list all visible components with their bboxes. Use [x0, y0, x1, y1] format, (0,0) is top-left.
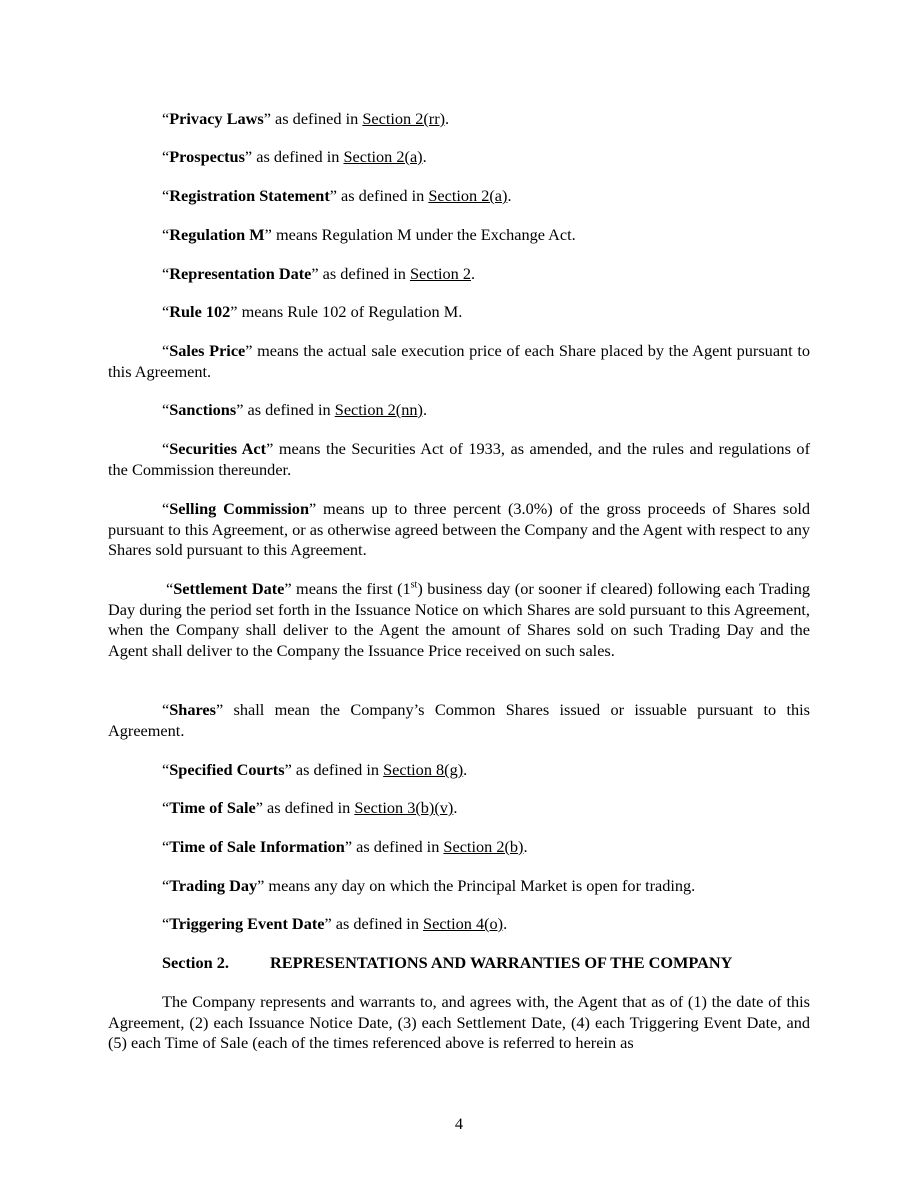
defined-term: Specified Courts: [169, 760, 285, 779]
defined-term: Trading Day: [169, 876, 258, 895]
defined-term: Triggering Event Date: [169, 914, 325, 933]
definition-registration-statement: “Registration Statement” as defined in Section 2(a).: [162, 186, 512, 205]
definition-trading-day: “Trading Day” means any day on which the Principal Market is open for trading.: [162, 876, 696, 895]
section-reference: Section 2(a): [428, 186, 508, 205]
defined-term: Securities Act: [169, 439, 267, 458]
definition-rule-102: “Rule 102” means Rule 102 of Regulation M.: [162, 302, 463, 321]
page-number: 4: [454, 1114, 464, 1133]
definition-privacy-laws: “Privacy Laws” as defined in Section 2(rr).: [162, 109, 450, 128]
defined-term: Shares: [169, 700, 216, 719]
body-paragraph: The Company represents and warrants to, and agrees with, the Agent that as of (1) the date of this Agreement, (2) each Issuance Notice Date, (3) each Settlement Date, (4) each Triggering Event Date, and (5) each Time of Sale (each of the times referenced above is referred to herein as: [108, 992, 810, 1052]
section-heading: [162, 953, 732, 974]
definition-triggering-event-date: “Triggering Event Date” as defined in Section 4(o).: [162, 914, 508, 933]
section-reference: Section 4(o): [423, 914, 504, 933]
definition-securities-act: “Securities Act” means the Securities Act of 1933, as amended, and the rules and regulations of the Commission thereunder.: [108, 439, 810, 479]
defined-term: Representation Date: [169, 264, 312, 283]
definition-selling-commission: “Selling Commission” means up to three percent (3.0%) of the gross proceeds of Shares sold pursuant to this Agreement, or as otherwise agreed between the Company and the Agent with respect to any Shares sold pursuant to this Agreement.: [108, 499, 810, 559]
section-reference: Section 2: [409, 264, 471, 283]
defined-term: Privacy Laws: [169, 109, 264, 128]
section-reference: Section 8(g): [383, 760, 464, 779]
definition-regulation-m: “Regulation M” means Regulation M under the Exchange Act.: [162, 225, 576, 244]
defined-term: Rule 102: [169, 302, 231, 321]
definition-specified-courts: “Specified Courts” as defined in Section 8(g).: [162, 760, 468, 779]
definition-sales-price: “Sales Price” means the actual sale execution price of each Share placed by the Agent pursuant to this Agreement.: [108, 341, 810, 381]
defined-term: Sanctions: [169, 400, 237, 419]
definition-sanctions: “Sanctions” as defined in Section 2(nn).: [162, 400, 428, 419]
defined-term: Registration Statement: [169, 186, 330, 205]
section-number: Section 2.: [162, 953, 229, 972]
definition-time-of-sale: “Time of Sale” as defined in Section 3(b)(v).: [162, 798, 458, 817]
section-reference: Section 2(b): [443, 837, 524, 856]
defined-term: Prospectus: [169, 147, 245, 166]
section-reference: Section 3(b)(v): [354, 798, 454, 817]
defined-term: Selling Commission: [169, 499, 310, 518]
definition-settlement-date: “Settlement Date” means the first (1st) business day (or sooner if cleared) following each Trading Day during the period set forth in the Issuance Notice on which Shares are sold pursuant to this Agreement, when the Company shall deliver to the Agent the amount of Shares sold on such Trading Day and the Agent shall deliver to the Company the Issuance Price received on such sales.: [108, 579, 810, 660]
definition-time-of-sale-information: “Time of Sale Information” as defined in Section 2(b).: [162, 837, 528, 856]
defined-term: Time of Sale: [169, 798, 256, 817]
defined-term: Settlement Date: [173, 579, 285, 598]
definition-representation-date: “Representation Date” as defined in Section 2.: [162, 264, 476, 283]
defined-term: Regulation M: [169, 225, 265, 244]
section-reference: Section 2(nn): [334, 400, 423, 419]
definition-shares: “Shares” shall mean the Company’s Common Shares issued or issuable pursuant to this Agreement.: [108, 700, 810, 740]
section-title: REPRESENTATIONS AND WARRANTIES OF THE COMPANY: [270, 953, 733, 972]
defined-term: Time of Sale Information: [169, 837, 345, 856]
defined-term: Sales Price: [169, 341, 246, 360]
section-reference: Section 2(a): [343, 147, 423, 166]
section-reference: Section 2(rr): [362, 109, 446, 128]
definition-prospectus: “Prospectus” as defined in Section 2(a).: [162, 147, 427, 166]
